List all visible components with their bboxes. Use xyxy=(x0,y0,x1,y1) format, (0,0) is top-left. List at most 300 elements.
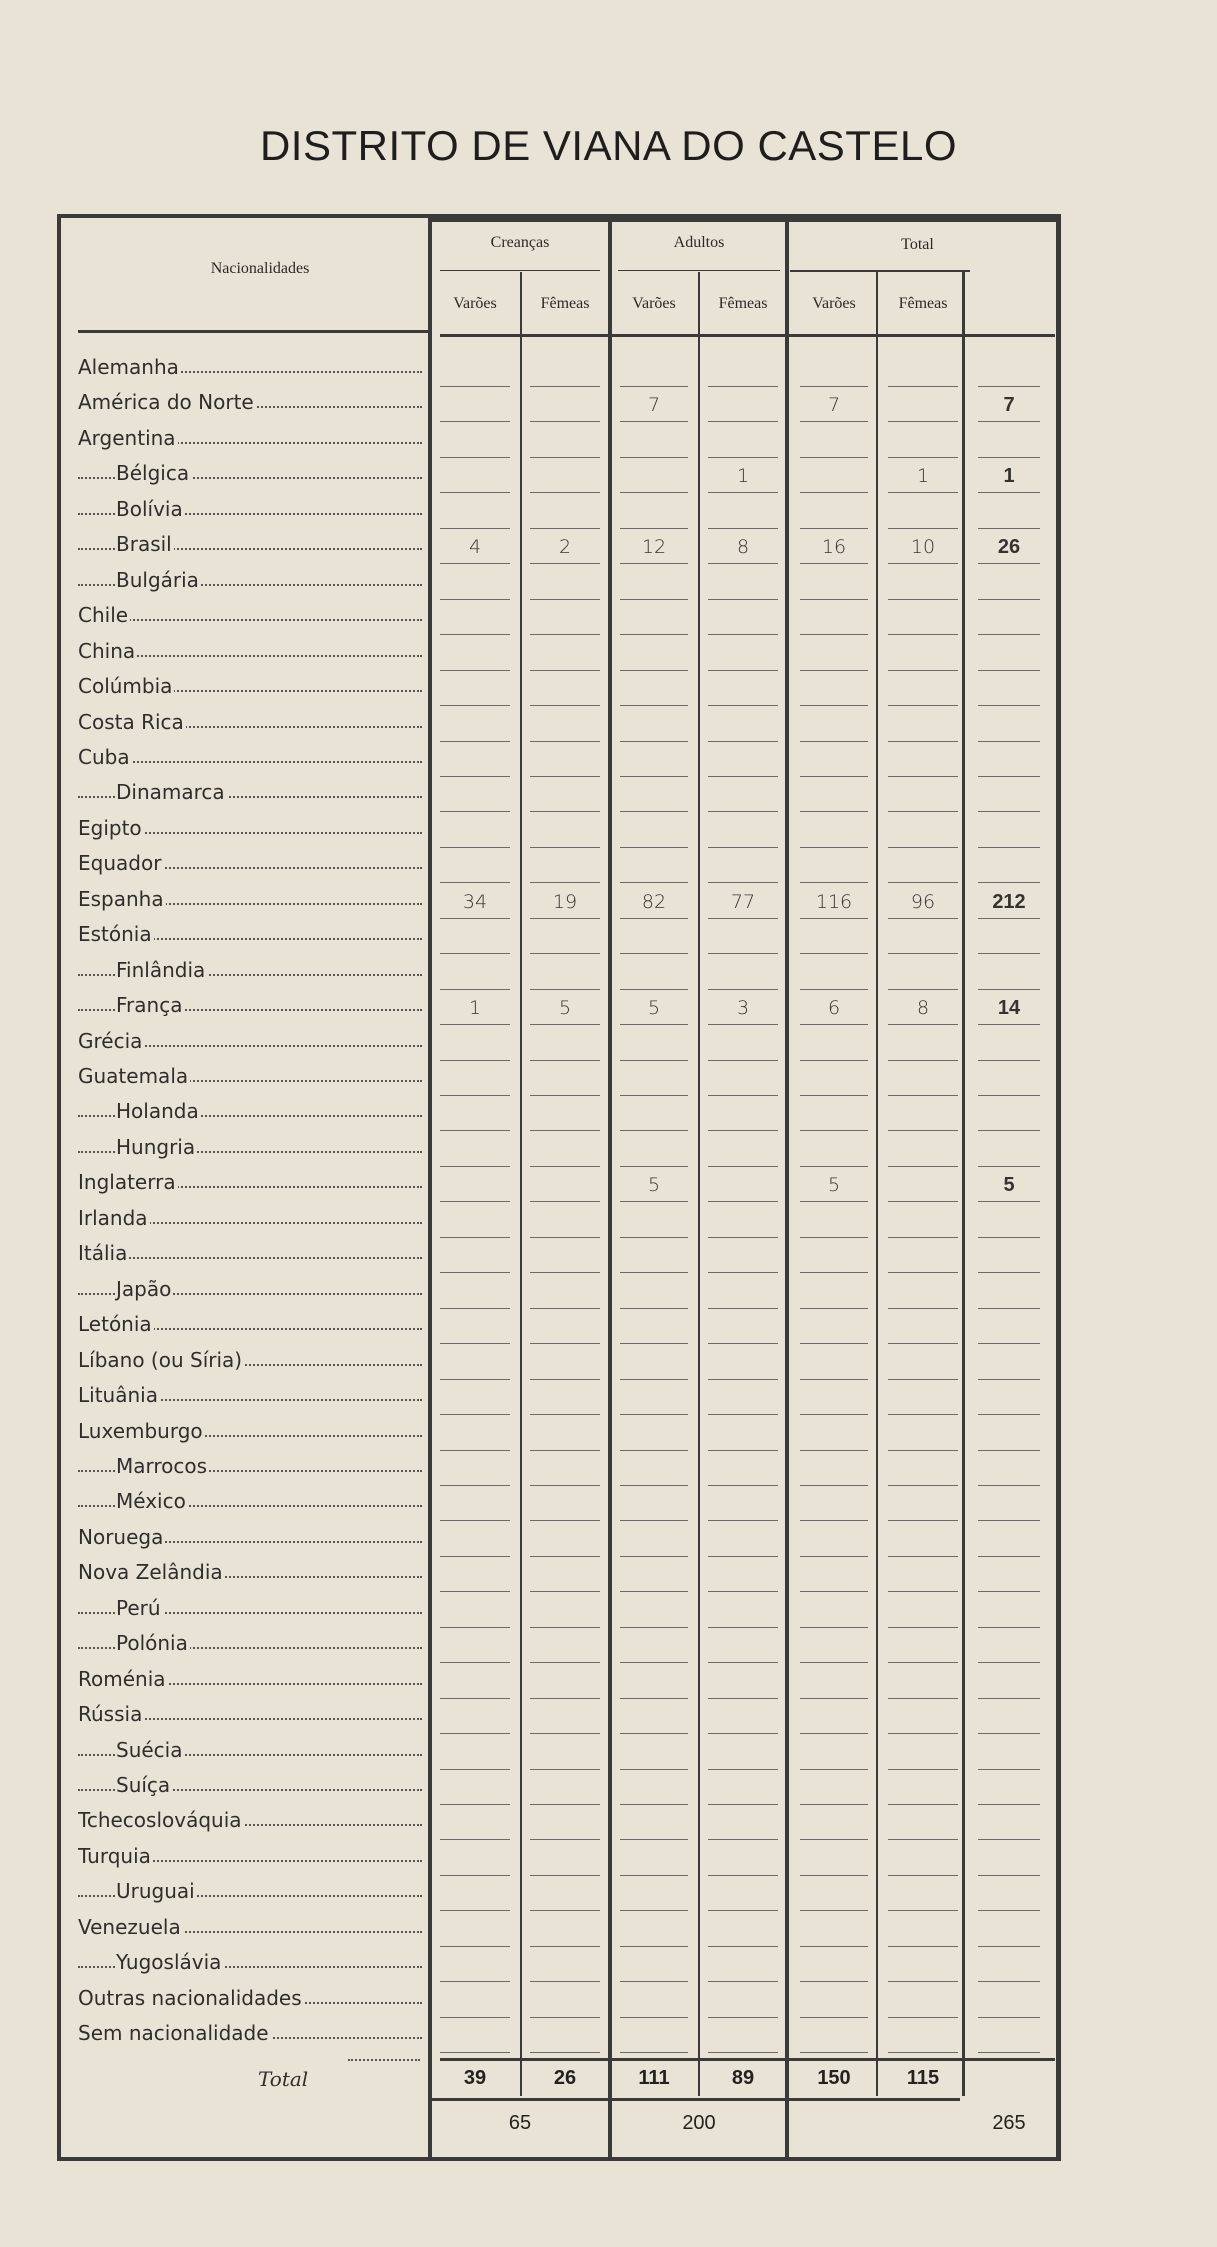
cell-rule xyxy=(800,2052,868,2053)
cell-rule xyxy=(530,528,600,529)
total-adultos-femeas: 89 xyxy=(731,2067,755,2089)
cell-rule xyxy=(800,634,868,635)
row-label-text: Egipto xyxy=(78,815,142,840)
cell-rule xyxy=(800,705,868,706)
cell-rule xyxy=(708,1166,778,1167)
cell-rule xyxy=(620,1804,688,1805)
cell-rule xyxy=(530,1520,600,1521)
cell-rule xyxy=(978,1698,1040,1699)
cell-rule xyxy=(708,1201,778,1202)
total-creancas-femeas: 26 xyxy=(553,2067,577,2089)
cell-rule xyxy=(978,1769,1040,1770)
cell-rule xyxy=(440,1024,510,1025)
cell-rule xyxy=(888,989,958,990)
cell-rule xyxy=(888,1875,958,1876)
row-label xyxy=(78,1170,428,1194)
table-cell: 19 xyxy=(552,890,578,913)
cell-rule xyxy=(800,1981,868,1982)
cell-rule xyxy=(708,2017,778,2018)
cell-rule xyxy=(888,1343,958,1344)
cell-rule xyxy=(440,811,510,812)
cell-rule xyxy=(888,421,958,422)
row-label-text: Bolívia xyxy=(116,496,183,521)
row-label xyxy=(78,1419,428,1443)
cell-rule xyxy=(888,1272,958,1273)
row-label-text: Suécia xyxy=(116,1737,183,1762)
cell-rule xyxy=(440,776,510,777)
cell-rule xyxy=(888,882,958,883)
cell-rule xyxy=(440,1414,510,1415)
cell-rule xyxy=(530,1343,600,1344)
row-label xyxy=(78,1808,428,1832)
cell-rule xyxy=(440,1946,510,1947)
cell-rule xyxy=(708,1343,778,1344)
cell-rule xyxy=(440,528,510,529)
cell-rule xyxy=(530,1308,600,1309)
cell-rule xyxy=(800,457,868,458)
row-label xyxy=(78,1383,428,1407)
column-rule xyxy=(428,218,432,2157)
cell-rule xyxy=(620,386,688,387)
cell-rule xyxy=(888,741,958,742)
table-cell: 96 xyxy=(910,890,936,913)
cell-rule xyxy=(708,847,778,848)
cell-rule xyxy=(978,670,1040,671)
cell-rule xyxy=(888,1379,958,1380)
cell-rule xyxy=(978,1201,1040,1202)
cell-rule xyxy=(530,1627,600,1628)
cell-rule xyxy=(708,989,778,990)
cell-rule xyxy=(888,1237,958,1238)
cell-rule xyxy=(440,1379,510,1380)
row-label-text: Lituânia xyxy=(78,1383,158,1408)
cell-rule xyxy=(620,1591,688,1592)
cell-rule xyxy=(708,1839,778,1840)
cell-rule xyxy=(888,2052,958,2053)
row-label-text: Noruega xyxy=(78,1524,164,1549)
cell-rule xyxy=(620,811,688,812)
row-label-text: Uruguai xyxy=(116,1879,195,1904)
cell-rule xyxy=(978,492,1040,493)
cell-rule xyxy=(978,1946,1040,1947)
cell-rule xyxy=(530,386,600,387)
header-rule xyxy=(790,270,970,272)
row-label-text: Brasil xyxy=(116,532,172,557)
column-rule xyxy=(785,218,789,2157)
cell-rule xyxy=(440,1272,510,1273)
row-label-text: França xyxy=(116,993,183,1018)
cell-rule xyxy=(800,918,868,919)
cell-rule xyxy=(530,1379,600,1380)
table-cell: 34 xyxy=(462,890,488,913)
cell-rule xyxy=(888,705,958,706)
cell-rule xyxy=(888,1733,958,1734)
row-label xyxy=(78,390,428,414)
cell-rule xyxy=(440,1450,510,1451)
cell-rule xyxy=(978,1272,1040,1273)
cell-rule xyxy=(978,1627,1040,1628)
cell-rule xyxy=(888,528,958,529)
row-label xyxy=(78,1454,428,1478)
row-label xyxy=(78,851,428,875)
cell-rule xyxy=(440,670,510,671)
table-cell: 77 xyxy=(730,890,756,913)
cell-rule xyxy=(888,599,958,600)
row-label xyxy=(78,1277,428,1301)
cell-rule xyxy=(440,1839,510,1840)
cell-rule xyxy=(620,776,688,777)
table-cell: 1 xyxy=(468,997,482,1020)
row-label-text: Turquia xyxy=(78,1843,151,1868)
row-label-text: Cuba xyxy=(78,744,130,769)
cell-rule xyxy=(620,882,688,883)
cell-rule xyxy=(530,1839,600,1840)
header-rule xyxy=(618,270,780,271)
cell-rule xyxy=(440,705,510,706)
cell-rule xyxy=(888,563,958,564)
cell-rule xyxy=(978,989,1040,990)
cell-rule xyxy=(978,1414,1040,1415)
cell-rule xyxy=(620,457,688,458)
row-label xyxy=(78,1099,428,1123)
row-label xyxy=(78,1950,428,1974)
cell-rule xyxy=(708,2052,778,2053)
sum-creancas: 65 xyxy=(508,2112,532,2134)
cell-rule xyxy=(800,989,868,990)
cell-rule xyxy=(620,1839,688,1840)
row-label xyxy=(78,1312,428,1336)
cell-rule xyxy=(708,1272,778,1273)
cell-rule xyxy=(708,421,778,422)
header-rule xyxy=(78,330,428,333)
cell-rule xyxy=(440,1343,510,1344)
cell-rule xyxy=(620,1201,688,1202)
total-leader-dots xyxy=(348,2059,420,2061)
cell-rule xyxy=(708,1308,778,1309)
cell-rule xyxy=(888,1591,958,1592)
row-label-text: Japão xyxy=(116,1276,172,1301)
cell-rule xyxy=(440,2017,510,2018)
row-label-text: Yugoslávia xyxy=(116,1950,222,1975)
row-label-text: Equador xyxy=(78,851,162,876)
cell-rule xyxy=(888,1024,958,1025)
cell-rule xyxy=(800,1733,868,1734)
cell-rule xyxy=(530,563,600,564)
row-label xyxy=(78,603,428,627)
cell-rule xyxy=(708,1591,778,1592)
cell-rule xyxy=(620,634,688,635)
row-label-text: Costa Rica xyxy=(78,709,184,734)
row-label-text: Letónia xyxy=(78,1312,152,1337)
cell-rule xyxy=(888,386,958,387)
cell-rule xyxy=(888,1627,958,1628)
cell-rule xyxy=(620,1981,688,1982)
row-label-text: China xyxy=(78,638,136,663)
cell-rule xyxy=(888,1698,958,1699)
row-label xyxy=(78,1844,428,1868)
cell-rule xyxy=(800,1095,868,1096)
cell-rule xyxy=(708,1698,778,1699)
cell-rule xyxy=(440,953,510,954)
header-total-femeas: Fêmeas xyxy=(898,295,948,312)
cell-rule xyxy=(440,1698,510,1699)
cell-rule xyxy=(708,1024,778,1025)
table-cell: 7 xyxy=(647,394,661,417)
table-cell: 116 xyxy=(815,890,853,913)
total-creancas-varoes: 39 xyxy=(463,2067,487,2089)
cell-rule xyxy=(888,1130,958,1131)
cell-rule xyxy=(620,1662,688,1663)
cell-rule xyxy=(620,563,688,564)
cell-rule xyxy=(888,1485,958,1486)
cell-rule xyxy=(888,1308,958,1309)
row-label xyxy=(78,568,428,592)
cell-rule xyxy=(888,670,958,671)
cell-rule xyxy=(440,492,510,493)
cell-rule xyxy=(440,1875,510,1876)
cell-rule xyxy=(530,1485,600,1486)
row-label-text: Chile xyxy=(78,603,129,628)
cell-rule xyxy=(530,1450,600,1451)
cell-rule xyxy=(800,1910,868,1911)
row-label-text: Venezuela xyxy=(78,1914,181,1939)
cell-rule xyxy=(620,2017,688,2018)
cell-rule xyxy=(708,1450,778,1451)
row-label-text: México xyxy=(116,1489,186,1514)
cell-rule xyxy=(888,1520,958,1521)
cell-rule xyxy=(708,599,778,600)
cell-rule xyxy=(800,1308,868,1309)
cell-rule xyxy=(440,989,510,990)
cell-rule xyxy=(800,882,868,883)
row-label-text: Alemanha xyxy=(78,355,179,379)
header-rule xyxy=(430,218,1060,222)
cell-rule xyxy=(800,1839,868,1840)
cell-rule xyxy=(888,1910,958,1911)
cell-rule xyxy=(708,492,778,493)
cell-rule xyxy=(530,1272,600,1273)
leader-dots xyxy=(78,1257,422,1259)
cell-rule xyxy=(440,1060,510,1061)
row-label xyxy=(78,993,428,1017)
cell-rule xyxy=(978,882,1040,883)
cell-rule xyxy=(620,1095,688,1096)
cell-rule xyxy=(708,776,778,777)
cell-rule xyxy=(530,670,600,671)
cell-rule xyxy=(530,989,600,990)
cell-rule xyxy=(530,1910,600,1911)
row-label xyxy=(78,1915,428,1939)
cell-rule xyxy=(620,421,688,422)
cell-rule xyxy=(440,1981,510,1982)
table-cell: 8 xyxy=(736,536,750,559)
cell-rule xyxy=(530,741,600,742)
header-adultos: Adultos xyxy=(673,234,725,251)
cell-rule xyxy=(978,811,1040,812)
cell-rule xyxy=(620,1272,688,1273)
header-adultos-varoes: Varões xyxy=(632,295,676,312)
row-label xyxy=(78,532,428,556)
cell-rule xyxy=(800,811,868,812)
cell-rule xyxy=(978,1130,1040,1131)
cell-rule xyxy=(620,1946,688,1947)
cell-rule xyxy=(440,457,510,458)
cell-rule xyxy=(530,1662,600,1663)
cell-rule xyxy=(708,1130,778,1131)
table-cell: 1 xyxy=(916,465,930,488)
row-label xyxy=(78,1206,428,1230)
row-label-text: Líbano (ou Síria) xyxy=(78,1347,243,1372)
row-label xyxy=(78,1702,428,1726)
row-label-text: Bélgica xyxy=(116,461,190,486)
sum-total: 265 xyxy=(992,2112,1026,2134)
cell-rule xyxy=(708,705,778,706)
cell-rule xyxy=(620,528,688,529)
cell-rule xyxy=(800,1556,868,1557)
cell-rule xyxy=(800,528,868,529)
header-rule xyxy=(440,270,600,271)
cell-rule xyxy=(800,599,868,600)
row-label-text: América do Norte xyxy=(78,390,254,415)
header-adultos-femeas: Fêmeas xyxy=(718,295,768,312)
row-label-text: Rússia xyxy=(78,1702,143,1727)
cell-rule xyxy=(708,1556,778,1557)
sum-adultos: 200 xyxy=(682,2112,716,2134)
cell-rule xyxy=(978,1520,1040,1521)
table-cell: 3 xyxy=(736,997,750,1020)
cell-rule xyxy=(888,1662,958,1663)
cell-rule xyxy=(620,1237,688,1238)
cell-rule xyxy=(978,1910,1040,1911)
row-label-text: Tchecoslováquia xyxy=(78,1808,242,1833)
cell-rule xyxy=(620,1520,688,1521)
cell-rule xyxy=(440,1237,510,1238)
header-total: Total xyxy=(901,236,934,253)
cell-rule xyxy=(888,2017,958,2018)
cell-rule xyxy=(530,1130,600,1131)
cell-rule xyxy=(800,1591,868,1592)
table-cell: 1 xyxy=(1003,465,1015,488)
cell-rule xyxy=(440,2052,510,2053)
cell-rule xyxy=(440,599,510,600)
table-cell: 8 xyxy=(916,997,930,1020)
table-cell: 1 xyxy=(736,465,750,488)
row-label xyxy=(78,958,428,982)
row-label xyxy=(78,1241,428,1265)
cell-rule xyxy=(978,1804,1040,1805)
cell-rule xyxy=(888,918,958,919)
cell-rule xyxy=(800,1662,868,1663)
cell-rule xyxy=(620,1166,688,1167)
cell-rule xyxy=(888,776,958,777)
cell-rule xyxy=(530,457,600,458)
cell-rule xyxy=(708,1414,778,1415)
cell-rule xyxy=(620,1060,688,1061)
cell-rule xyxy=(888,1166,958,1167)
cell-rule xyxy=(708,1060,778,1061)
row-label xyxy=(78,1348,428,1372)
cell-rule xyxy=(440,1166,510,1167)
cell-rule xyxy=(888,1946,958,1947)
cell-rule xyxy=(530,634,600,635)
cell-rule xyxy=(440,847,510,848)
cell-rule xyxy=(620,1024,688,1025)
total-label-text: Total xyxy=(258,2067,309,2091)
cell-rule xyxy=(978,1839,1040,1840)
cell-rule xyxy=(800,563,868,564)
cell-rule xyxy=(800,1698,868,1699)
cell-rule xyxy=(620,1308,688,1309)
cell-rule xyxy=(800,1946,868,1947)
cell-rule xyxy=(530,1769,600,1770)
cell-rule xyxy=(708,882,778,883)
cell-rule xyxy=(620,705,688,706)
row-label-text: Colúmbia xyxy=(78,674,173,699)
cell-rule xyxy=(708,1520,778,1521)
cell-rule xyxy=(530,1698,600,1699)
cell-rule xyxy=(440,1804,510,1805)
row-label xyxy=(78,1879,428,1903)
cell-rule xyxy=(800,386,868,387)
cell-rule xyxy=(620,741,688,742)
cell-rule xyxy=(978,1591,1040,1592)
cell-rule xyxy=(888,1769,958,1770)
table-cell: 5 xyxy=(1003,1174,1015,1197)
cell-rule xyxy=(530,1237,600,1238)
cell-rule xyxy=(440,882,510,883)
cell-rule xyxy=(440,1308,510,1309)
cell-rule xyxy=(978,705,1040,706)
cell-rule xyxy=(620,1485,688,1486)
cell-rule xyxy=(440,1733,510,1734)
cell-rule xyxy=(530,599,600,600)
cell-rule xyxy=(978,741,1040,742)
cell-rule xyxy=(888,1556,958,1557)
cell-rule xyxy=(620,989,688,990)
cell-rule xyxy=(708,1733,778,1734)
cell-rule xyxy=(708,1485,778,1486)
cell-rule xyxy=(800,1875,868,1876)
cell-rule xyxy=(440,386,510,387)
cell-rule xyxy=(978,2017,1040,2018)
cell-rule xyxy=(978,1379,1040,1380)
row-label-text: Marrocos xyxy=(116,1453,208,1478)
row-label xyxy=(78,497,428,521)
cell-rule xyxy=(888,1414,958,1415)
cell-rule xyxy=(620,1414,688,1415)
cell-rule xyxy=(620,1130,688,1131)
cell-rule xyxy=(708,563,778,564)
cell-rule xyxy=(978,918,1040,919)
row-label xyxy=(78,1667,428,1691)
row-label xyxy=(78,745,428,769)
cell-rule xyxy=(800,1485,868,1486)
row-label-text: Luxemburgo xyxy=(78,1418,203,1443)
cell-rule xyxy=(530,1095,600,1096)
row-label-text: Perú xyxy=(116,1595,161,1620)
row-label xyxy=(78,1525,428,1549)
table-cell: 5 xyxy=(827,1174,841,1197)
cell-rule xyxy=(800,741,868,742)
header-rule xyxy=(430,2098,960,2101)
cell-rule xyxy=(708,1769,778,1770)
cell-rule xyxy=(440,1485,510,1486)
cell-rule xyxy=(708,386,778,387)
cell-rule xyxy=(978,563,1040,564)
cell-rule xyxy=(978,2052,1040,2053)
cell-rule xyxy=(440,634,510,635)
cell-rule xyxy=(440,1130,510,1131)
